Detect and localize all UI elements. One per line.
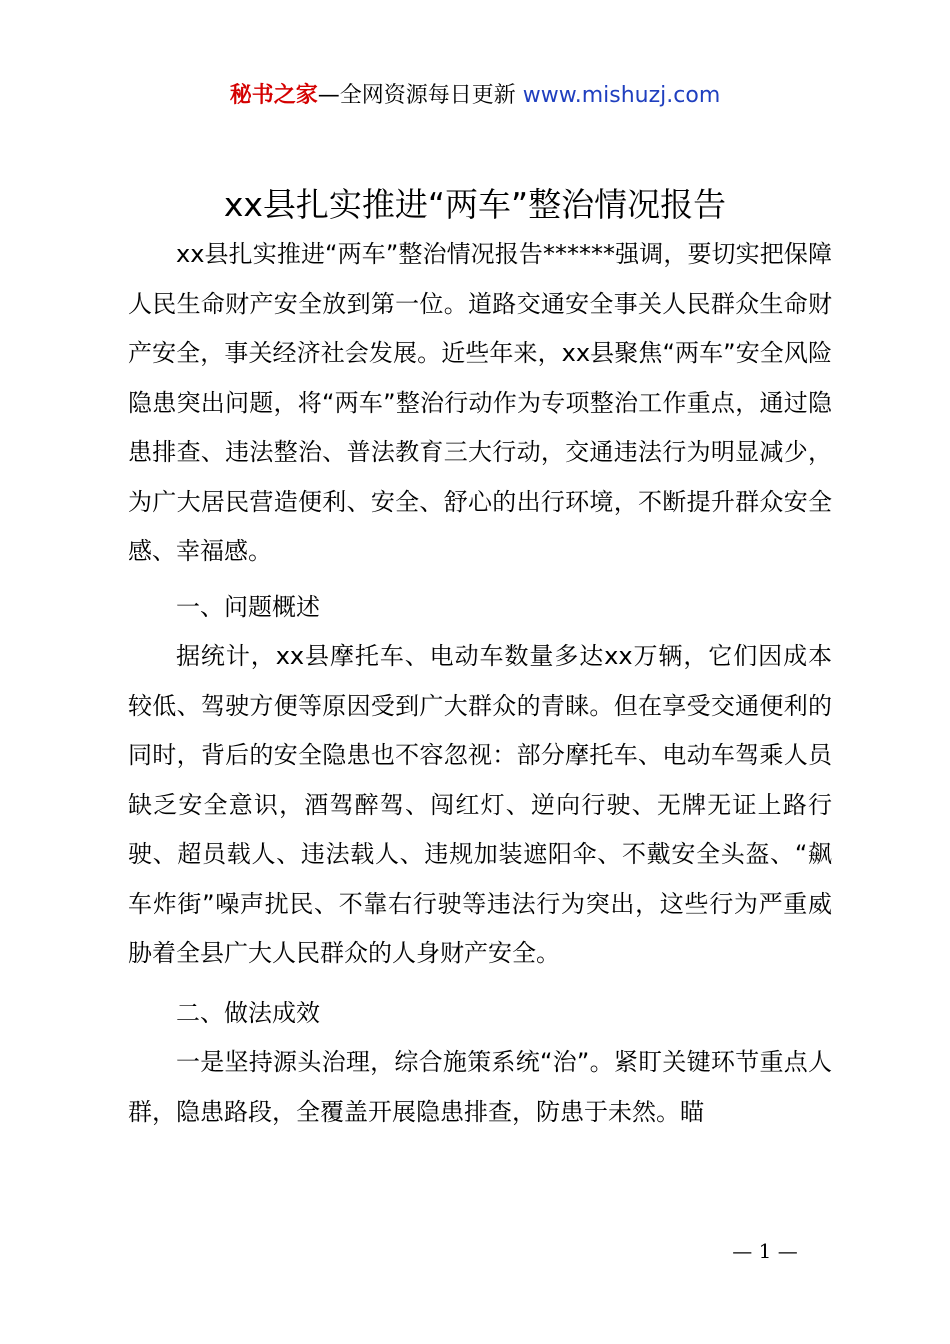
- overview-paragraph: 据统计，xx县摩托车、电动车数量多达xx万辆，它们因成本较低、驾驶方便等原因受到广大群众的青睐。但在享受交通便利的同时，背后的安全隐患也不容忽视：部分摩托车、电动车驾乘人员缺乏安全意识，酒驾醉驾、闯红灯、逆向行驶、无牌无证上路行驶、超员载人、违法载人、违规加装遮阳伞、不戴安全头盔、“飙车炸街”噪声扰民、不靠右行驶等违法行为突出，这些行为严重威胁着全县广大人民群众的人身财产安全。: [128, 642, 832, 967]
- page-number: — 1 —: [732, 1239, 798, 1263]
- document-title: xx县扎实推进“两车”整治情况报告: [223, 185, 727, 224]
- section-heading-overview: 一、问题概述: [176, 592, 320, 621]
- header-slogan: —全网资源每日更新: [317, 83, 523, 108]
- site-url-link[interactable]: www.mishuzj.com: [522, 83, 721, 108]
- brand-name: 秘书之家: [229, 83, 318, 108]
- intro-paragraph: xx县扎实推进“两车”整治情况报告******强调，要切实把保障人民生命财产安全放到第一位。道路交通安全事关人民群众生命财产安全，事关经济社会发展。近些年来，xx县聚焦“两车”安全风险隐患突出问题，将“两车”整治行动作为专项整治工作重点，通过隐患排查、违法整治、普法教育三大行动，交通违法行为明显减少，为广大居民营造便利、安全、舒心的出行环境，不断提升群众安全感、幸福感。: [128, 240, 832, 565]
- section-heading-measures: 二、做法成效: [176, 998, 320, 1027]
- measures-paragraph: 一是坚持源头治理，综合施策系统“治”。紧盯关键环节重点人群，隐患路段，全覆盖开展隐患排查，防患于未然。瞄: [128, 1048, 832, 1126]
- site-header: [0, 80, 950, 112]
- document-body: [128, 230, 832, 1137]
